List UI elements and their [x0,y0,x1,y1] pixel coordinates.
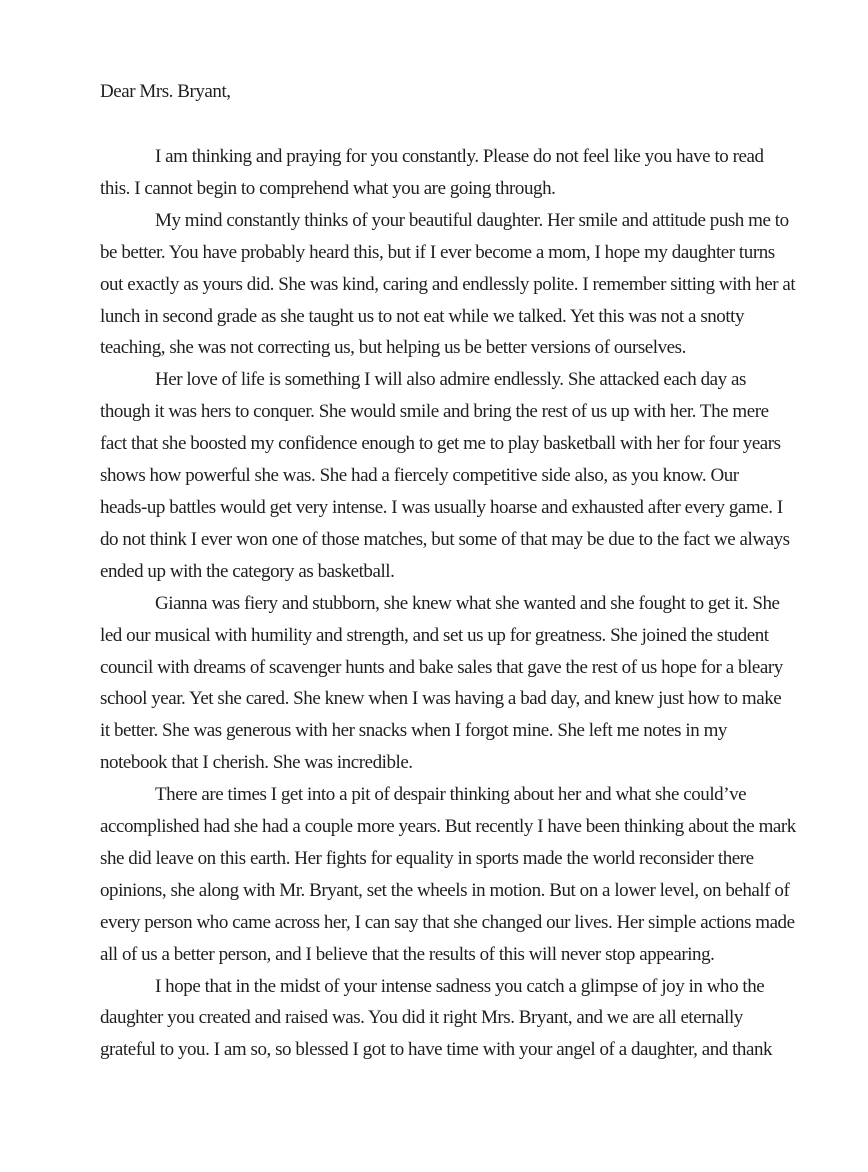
letter-line: lunch in second grade as she taught us to not eat while we talked. Yet this was not a snotty [100,305,745,327]
letter-line: daughter you created and raised was. You did it right Mrs. Bryant, and we are all eternally [100,1007,743,1029]
letter-line: every person who came across her, I can say that she changed our lives. Her simple actions made [100,911,795,933]
salutation-line: Dear Mrs. Bryant, [100,81,231,102]
letter-line: she did leave on this earth. Her fights for equality in sports made the world reconsider there [100,847,754,869]
letter-line: teaching, she was not correcting us, but helping us be better versions of ourselves. [100,337,686,359]
letter-line: accomplished had she had a couple more years. But recently I have been thinking about the mark [100,816,796,838]
letter-body [100,76,848,1066]
letter-line: heads-up battles would get very intense. I was usually hoarse and exhausted after every game. I [100,496,783,518]
letter-line: council with dreams of scavenger hunts and bake sales that gave the rest of us hope for a bleary [100,656,783,678]
letter-line: Her love of life is something I will also admire endlessly. She attacked each day as [155,369,746,391]
letter-line: There are times I get into a pit of despair thinking about her and what she could’ve [155,784,747,806]
letter-line: I hope that in the midst of your intense sadness you catch a glimpse of joy in who the [155,975,765,997]
letter-line: shows how powerful she was. She had a fiercely competitive side also, as you know. Our [100,465,739,487]
letter-line: this. I cannot begin to comprehend what you are going through. [100,177,556,199]
letter-line: My mind constantly thinks of your beautiful daughter. Her smile and attitude push me to [155,209,789,231]
letter-line: notebook that I cherish. She was incredible. [100,752,413,774]
letter-line: school year. Yet she cared. She knew when I was having a bad day, and knew just how to make [100,688,782,710]
letter-line: grateful to you. I am so, so blessed I got to have time with your angel of a daughter, and thank [100,1039,773,1061]
letter-line: Gianna was fiery and stubborn, she knew what she wanted and she fought to get it. She [155,592,780,614]
letter-line: be better. You have probably heard this, but if I ever become a mom, I hope my daughter turns [100,241,775,263]
letter-line: I am thinking and praying for you constantly. Please do not feel like you have to read [155,146,764,167]
letter-line: it better. She was generous with her snacks when I forgot mine. She left me notes in my [100,720,727,742]
letter-line: all of us a better person, and I believe that the results of this will never stop appearing. [100,943,715,965]
letter-line: led our musical with humility and strength, and set us up for greatness. She joined the student [100,624,769,646]
letter-line: though it was hers to conquer. She would smile and bring the rest of us up with her. The mere [100,401,769,423]
letter-line: out exactly as yours did. She was kind, caring and endlessly polite. I remember sitting with her at [100,273,796,295]
letter-line: do not think I ever won one of those matches, but some of that may be due to the fact we always [100,528,790,550]
blank-line [100,108,848,141]
letter-line: ended up with the category as basketball. [100,560,395,582]
letter-line: opinions, she along with Mr. Bryant, set the wheels in motion. But on a lower level, on behalf of [100,879,790,901]
letter-line: fact that she boosted my confidence enough to get me to play basketball with her for four years [100,433,781,455]
